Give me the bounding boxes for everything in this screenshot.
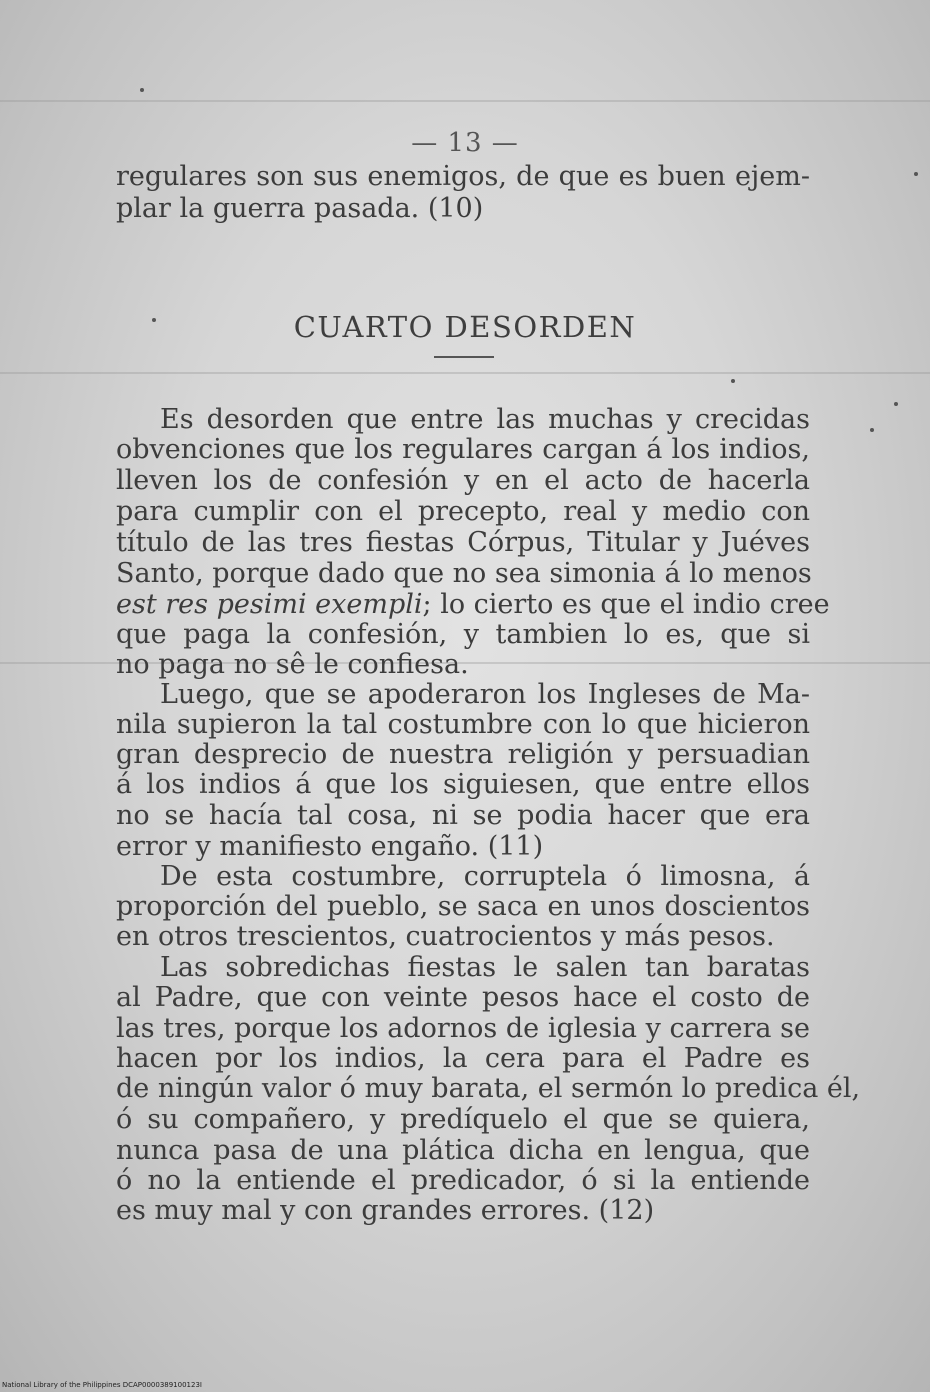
- section-heading: CUARTO DESORDEN: [293, 310, 637, 344]
- scan-footer: National Library of the Philippines DCAP0000389100123I: [2, 1381, 202, 1389]
- text-line: al Padre, que con veinte pesos hace el costo de: [116, 982, 810, 1013]
- dust-speck: [140, 88, 144, 92]
- text-line: las tres, porque los adornos de iglesia y carrera se: [116, 1013, 810, 1044]
- text-line: para cumplir con el precepto, real y medio con: [116, 496, 810, 527]
- text-line: lleven los de confesión y en el acto de hacerla: [116, 465, 810, 496]
- fold-line: [0, 372, 930, 374]
- latin-phrase: est res pesimi exempli: [116, 589, 423, 620]
- text-line: est res pesimi exempli; lo cierto es que el indio cree: [116, 589, 830, 620]
- text-line: ó su compañero, y predíquelo el que se quiera,: [116, 1104, 810, 1135]
- page-number: — 13 —: [411, 128, 519, 158]
- text-line: regulares son sus enemigos, de que es buen ejem-: [116, 161, 810, 192]
- dust-speck: [914, 172, 918, 176]
- dust-speck: [870, 428, 874, 432]
- text-line: de ningún valor ó muy barata, el sermón lo predica él,: [116, 1073, 861, 1104]
- text-line: error y manifiesto engaño. (11): [116, 831, 544, 862]
- text-line: plar la guerra pasada. (10): [116, 193, 484, 224]
- fold-line: [0, 100, 930, 102]
- text-line: en otros trescientos, cuatrocientos y más pesos.: [116, 921, 775, 952]
- dust-speck: [731, 379, 735, 383]
- text-line: título de las tres fiestas Córpus, Titular y Juéves: [116, 527, 810, 558]
- text-line: obvenciones que los regulares cargan á los indios,: [116, 434, 810, 465]
- text-line: ó no la entiende el predicador, ó si la entiende: [116, 1165, 810, 1196]
- text-line: nunca pasa de una plática dicha en lengua, que: [116, 1135, 810, 1166]
- text-line: Es desorden que entre las muchas y crecidas: [160, 404, 810, 435]
- text-line: no paga no sê le confiesa.: [116, 649, 469, 680]
- text-line: es muy mal y con grandes errores. (12): [116, 1195, 655, 1226]
- text-line: no se hacía tal cosa, ni se podia hacer que era: [116, 800, 810, 831]
- text-line: proporción del pueblo, se saca en unos doscientos: [116, 891, 810, 922]
- text-line: hacen por los indios, la cera para el Padre es: [116, 1043, 810, 1074]
- heading-rule: [434, 356, 494, 358]
- text-line: que paga la confesión, y tambien lo es, que si: [116, 619, 810, 650]
- text-line: Santo, porque dado que no sea simonia á lo menos: [116, 558, 812, 589]
- text-line: Luego, que se apoderaron los Ingleses de Ma-: [160, 679, 810, 710]
- text-line: Las sobredichas fiestas le salen tan baratas: [160, 952, 810, 983]
- text-line: á los indios á que los siguiesen, que entre ellos: [116, 769, 810, 800]
- dust-speck: [894, 402, 898, 406]
- text-line: De esta costumbre, corruptela ó limosna, á: [160, 861, 810, 892]
- text-line: gran desprecio de nuestra religión y persuadian: [116, 739, 810, 770]
- text-line: nila supieron la tal costumbre con lo que hicieron: [116, 709, 810, 740]
